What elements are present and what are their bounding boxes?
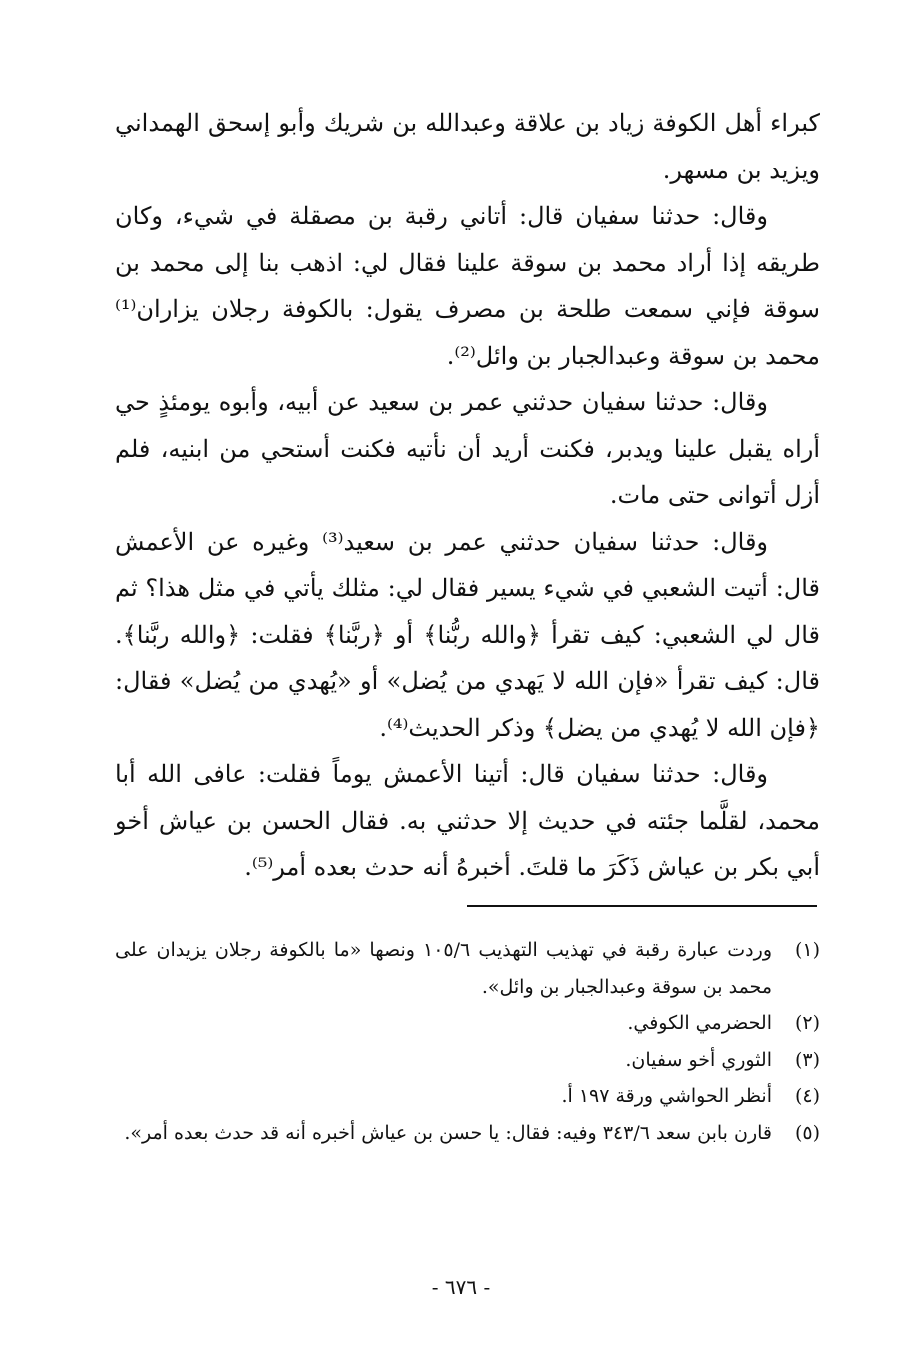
page-number: - ٦٧٦ - bbox=[431, 1275, 491, 1299]
footnote-number: (٥) bbox=[794, 1121, 820, 1144]
footnote-number: (٢) bbox=[794, 1012, 820, 1034]
footnote-text: الحضرمي الكوفي. bbox=[627, 1012, 772, 1034]
footnote-text: أنظر الحواشي ورقة ١٩٧ أ. bbox=[561, 1085, 772, 1107]
footnote-text: قارن بابن سعد ٣٤٣/٦ وفيه: فقال: يا حسن بن عياش أخبره أنه قد حدث بعده أمر». bbox=[124, 1121, 772, 1144]
paragraph-3: وقال: حدثنا سفيان حدثني عمر بن سعيد عن أبيه، وأبوه يومئذٍ حي أراه يقبل علينا ويدبر، فكنت أريد أن نأتيه فكنت أستحي من ابنيه، فلم أزل أتوانى حتى مات. bbox=[115, 388, 820, 509]
footnote-5 bbox=[115, 1115, 820, 1152]
footnote-4 bbox=[115, 1078, 820, 1115]
footnote-text: وردت عبارة رقبة في تهذيب التهذيب ١٠٥/٦ ونصها «ما بالكوفة رجلان يزيدان على محمد بن سوقة وعبدالجبار بن وائل». bbox=[115, 939, 772, 998]
paragraph-1: كبراء أهل الكوفة زياد بن علاقة وعبدالله بن شريك وأبو إسحق الهمداني ويزيد بن مسهر. bbox=[115, 109, 820, 184]
footnote-text: الثوري أخو سفيان. bbox=[625, 1048, 772, 1071]
footnote-3 bbox=[115, 1042, 820, 1079]
footnote-1 bbox=[115, 932, 820, 1005]
footnotes bbox=[115, 932, 820, 1151]
footnote-separator bbox=[467, 905, 817, 907]
footnote-number: (٣) bbox=[794, 1048, 820, 1071]
footnote-number: (١) bbox=[794, 939, 820, 961]
paragraph-5: وقال: حدثنا سفيان قال: أتينا الأعمش يوماً فقلت: عافى الله أبا محمد، لقلَّما جئته في حديث إلا حدثني به. فقال الحسن بن عياش أخو أبي بكر بن عياش ذَكَرَ ما قلتَ. أخبرهُ أنه حدث بعده أمر⁽⁵⁾. bbox=[115, 760, 820, 881]
paragraph-2: وقال: حدثنا سفيان قال: أتاني رقبة بن مصقلة في شيء، وكان طريقه إذا أراد محمد بن سوقة علينا فقال لي: اذهب بنا إلى محمد بن سوقة فإني سمعت طلحة بن مصرف يقول: بالكوفة رجلان يزاران⁽¹⁾ محمد بن سوقة وعبدالجبار بن وائل⁽²⁾. bbox=[115, 202, 820, 370]
main-text bbox=[115, 100, 820, 891]
footnote-number: (٤) bbox=[794, 1085, 820, 1107]
paragraph-4: وقال: حدثنا سفيان حدثني عمر بن سعيد⁽³⁾ وغيره عن الأعمش قال: أتيت الشعبي في شيء يسير فقال لي: مثلك يأتي في مثل هذا؟ ثم قال لي الشعبي: كيف تقرأ ﴿والله ربُّنا﴾ أو ﴿ربَّنا﴾ فقلت: ﴿والله ربَّنا﴾. قال: كيف تقرأ «فإن الله لا يَهدي من يُضل» أو «يُهدي من يُضل» فقال: ﴿فإن الله لا يُهدي من يضل﴾ وذكر الحديث⁽⁴⁾. bbox=[115, 527, 820, 742]
footnote-2 bbox=[115, 1005, 820, 1042]
